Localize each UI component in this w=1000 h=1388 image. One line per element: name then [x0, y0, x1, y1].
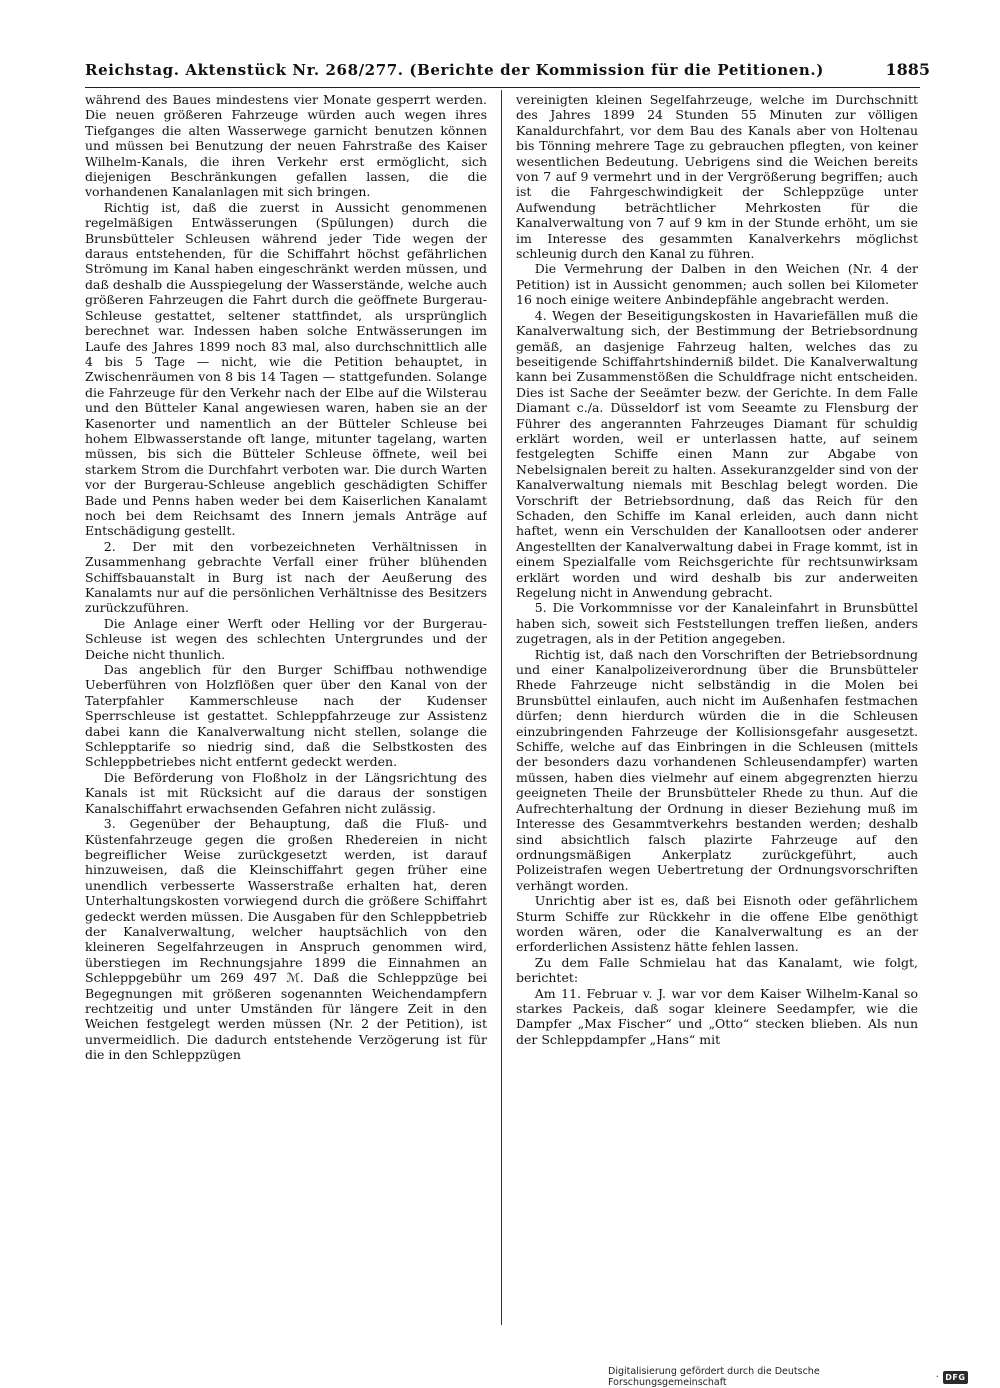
paragraph: während des Baues mindestens vier Monate gesperrt werden. Die neuen größeren Fahrzeuge würden auch wegen ihres Tiefganges die alten Wasserwege garnicht benutzen können und müssen bei Benutzung der neuen Fahrstraße des Kaiser Wilhelm-Kanals, die ihren Verkehr erst ermöglicht, sich diejenigen Beschränkungen gefallen lassen, die die vorhandenen Kanalanlagen mit sich bringen. — [85, 92, 487, 200]
footer-separator: · — [935, 1371, 939, 1383]
paragraph: 3. Gegenüber der Behauptung, daß die Fluß- und Küstenfahrzeuge gegen die großen Rhedereien in nicht begreiflicher Weise zurückgesetzt werden, ist darauf hinzuweisen, daß die Kleinschiffahrt gegen früher eine unendlich verbesserte Wasserstraße erhalten hat, deren Unterhaltungskosten vorwiegend durch die größere Schiffahrt gedeckt werden müssen. Die Ausgaben für den Schleppbetrieb der Kanalverwaltung, welcher hauptsächlich von den kleineren Segelfahrzeugen in Anspruch genommen wird, überstiegen im Rechnungsjahre 1899 die Einnahmen an Schleppgebühr um 269 497 ℳ. Daß die Schleppzüge bei Begegnungen mit größeren sogenannten Weichendampfern rechtzeitig und unter Umständen für längere Zeit in den Weichen festgelegt werden müssen (Nr. 2 der Petition), ist unvermeidlich. Die dadurch entstehende Verzögerung ist für die in den Schleppzügen — [85, 816, 487, 1063]
paragraph: Das angeblich für den Burger Schiffbau nothwendige Ueberführen von Holzflößen quer über den Kanal von der Taterpfahler Kammerschleuse nach der Kudenser Sperrschleuse ist gestattet. Schleppfahrzeuge zur Assistenz dabei kann die Kanalverwaltung nicht stellen, solange die Schlepptarife so niedrig sind, daß die Selbstkosten des Schleppbetriebes nicht entfernt gedeckt werden. — [85, 662, 487, 770]
footer-text: Digitalisierung gefördert durch die Deutsche Forschungsgemeinschaft — [608, 1366, 820, 1388]
digitization-footer — [608, 1366, 968, 1388]
paragraph: Richtig ist, daß nach den Vorschriften der Betriebsordnung und einer Kanalpolizeiverordnung über die Brunsbütteler Rhede Fahrzeuge nicht selbständig in die Molen bei Brunsbüttel einlaufen, auch nicht im Außenhafen festmachen dürfen; denn hierdurch würden die in die Schleusen einzubringenden Fahrzeuge der Kollisionsgefahr ausgesetzt. Schiffe, welche auf das Einbringen in die Schleusen (mittels der besonders dazu vorhandenen Schleusendampfer) warten müssen, haben dies vielmehr auf einem abgegrenzten hierzu geeigneten Theile der Brunsbütteler Rhede zu thun. Auf die Aufrechterhaltung der Ordnung in dieser Beziehung muß im Interesse des Gesammtverkehrs bestanden werden; deshalb sind absichtlich falsch plazirte Fahrzeuge auf den ordnungsmäßigen Ankerplatz zurückgeführt, auch Polizeistrafen wegen Uebertretung der Ordnungsvorschriften verhängt worden. — [516, 646, 918, 893]
right-column — [516, 92, 918, 1327]
paragraph: 2. Der mit den vorbezeichneten Verhältnissen in Zusammenhang gebrachte Verfall einer früher blühenden Schiffsbauanstalt in Burg ist nach der Aeußerung des Kanalamts nur auf die persönlichen Verhältnisse des Besitzers zurückzuführen. — [85, 538, 487, 616]
header-title: Reichstag. Aktenstück Nr. 268/277. (Berichte der Kommission für die Petitionen.) — [85, 61, 824, 79]
paragraph: 5. Die Vorkommnisse vor der Kanaleinfahrt in Brunsbüttel haben sich, soweit sich Feststellungen treffen ließen, anders zugetragen, als in der Petition angegeben. — [516, 600, 918, 647]
paragraph: Die Beförderung von Floßholz in der Längsrichtung des Kanals ist mit Rücksicht auf die daraus der sonstigen Kanalschiffahrt erwachsenden Gefahren nicht zulässig. — [85, 769, 487, 816]
paragraph: 4. Wegen der Beseitigungskosten in Havariefällen muß die Kanalverwaltung sich, der Bestimmung der Betriebsordnung gemäß, an dasjenige Fahrzeug halten, welches das zu beseitigende Schiffahrtshinderniß bildet. Die Kanalverwaltung kann bei Zusammenstößen die Schuldfrage nicht entscheiden. Dies ist Sache der Seeämter bezw. der Gerichte. In dem Falle Diamant c./a. Düsseldorf ist vom Seeamte zu Flensburg der Führer des angerannten Fahrzeuges Diamant für schuldig erklärt worden, weil er unterlassen hatte, auf seinem festgelegten Schiffe einen Mann zur Abgabe von Nebelsignalen bereit zu halten. Assekuranzgelder sind von der Kanalverwaltung niemals mit Beschlag belegt worden. Die Vorschrift der Betriebsordnung, daß das Reich für den Schaden, den Schiffe im Kanal erleiden, auch dann nicht haftet, wenn ein Verschulden der Kanallootsen oder anderer Angestellten der Kanalverwaltung dabei in Frage kommt, ist in einem Spezialfalle vom Reichsgerichte für rechtsunwirksam erklärt worden und wird deshalb bis zur anderweiten Regelung nicht in Anwendung gebracht. — [516, 307, 918, 600]
header-rule — [85, 87, 920, 88]
paragraph: Die Vermehrung der Dalben in den Weichen (Nr. 4 der Petition) ist in Aussicht genommen; auch sollen bei Kilometer 16 noch einige weitere Anbindepfähle angebracht werden. — [516, 261, 918, 308]
paragraph: Unrichtig aber ist es, daß bei Eisnoth oder gefährlichem Sturm Schiffe zur Rückkehr in die offene Elbe genöthigt worden wären, oder die Kanalverwaltung es an der erforderlichen Assistenz hätte fehlen lassen. — [516, 893, 918, 955]
paragraph: Die Anlage einer Werft oder Helling vor der Burgerau-Schleuse ist wegen des schlechten Untergrundes und der Deiche nicht thunlich. — [85, 615, 487, 662]
paragraph: Am 11. Februar v. J. war vor dem Kaiser Wilhelm-Kanal so starkes Packeis, daß sogar kleinere Seedampfer, wie die Dampfer „Max Fischer“ und „Otto“ stecken blieben. Als nun der Schleppdampfer „Hans“ mit — [516, 985, 918, 1047]
paragraph: Zu dem Falle Schmielau hat das Kanalamt, wie folgt, berichtet: — [516, 954, 918, 986]
left-column — [85, 92, 487, 1327]
dfg-logo: DFG — [943, 1371, 968, 1384]
paragraph: Richtig ist, daß die zuerst in Aussicht genommenen regelmäßigen Entwässerungen (Spülungen) durch die Brunsbütteler Schleusen während jeder Tide wegen der daraus entstehenden, für die Schiffahrt höchst gefährlichen Strömung im Kanal haben eingeschränkt werden müssen, und daß deshalb die Ausspiegelung der Wasserstände, welche auch größeren Fahrzeugen die Fahrt durch die geöffnete Burgerau-Schleuse gestattet, seltener stattfindet, als ursprünglich berechnet war. Indessen haben solche Entwässerungen im Laufe des Jahres 1899 noch 83 mal, also durchschnittlich alle 4 bis 5 Tage — nicht, wie die Petition behauptet, in Zwischenräumen von 8 bis 14 Tagen — stattgefunden. Solange die Fahrzeuge für den Verkehr nach der Elbe auf die Wilsterau und den Bütteler Kanal angewiesen waren, haben sie an der Kasenorter und namentlich an der Bütteler Schleuse bei hohem Elbwasserstande oft lange, mitunter tagelang, warten müssen, bis sich die Bütteler Schleuse öffnete, weil bei starkem Strom die Durchfahrt verboten war. Die durch Warten vor der Burgerau-Schleuse angeblich geschädigten Schiffer Bade und Penns haben weder bei dem Kaiserlichen Kanalamt noch bei dem Reichsamt des Innern jemals Anträge auf Entschädigung gestellt. — [85, 199, 487, 539]
running-head — [85, 60, 930, 84]
column-divider — [501, 90, 502, 1325]
paragraph: vereinigten kleinen Segelfahrzeuge, welche im Durchschnitt des Jahres 1899 24 Stunden 55 Minuten zur völligen Kanaldurchfahrt, vor dem Bau des Kanals aber von Holtenau bis Tönning mehrere Tage zu gebrauchen pflegten, von keiner wesentlichen Bedeutung. Uebrigens sind die Weichen bereits von 7 auf 9 vermehrt und in der Vergrößerung begriffen; auch ist die Fahrgeschwindigkeit der Schleppzüge unter Aufwendung beträchtlicher Mehrkosten für die Kanalverwaltung von 7 auf 9 km in der Stunde erhöht, um sie im Interesse des gesammten Kanalverkehrs möglichst schleunig durch den Kanal zu führen. — [516, 92, 918, 262]
page-number: 1885 — [885, 60, 930, 79]
